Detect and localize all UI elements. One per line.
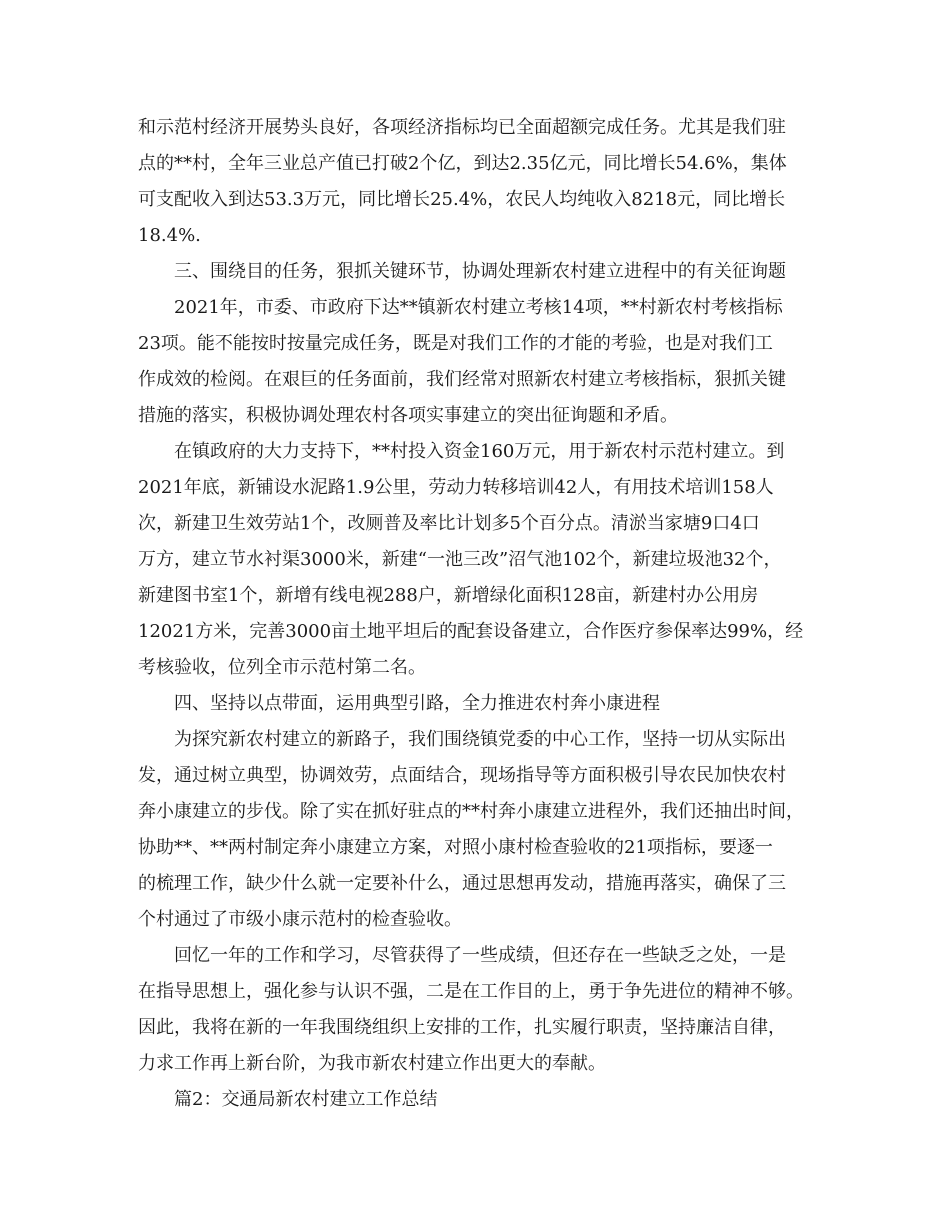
paragraph-line: 的梳理工作，缺少什么就一定要补什么，通过思想再发动，措施再落实，确保了三	[138, 873, 786, 894]
paragraph-line: 考核验收，位列全市示范村第二名。	[138, 657, 426, 678]
paragraph-line: 发，通过树立典型，协调效劳，点面结合，现场指导等方面积极引导农民加快农村	[138, 765, 786, 786]
paragraph-line: 个村通过了市级小康示范村的检查验收。	[138, 909, 462, 930]
paragraph-line: 力求工作再上新台阶，为我市新农村建立作出更大的奉献。	[138, 1053, 606, 1074]
paragraph-line: 因此，我将在新的一年我围绕组织上安排的工作，扎实履行职责，坚持廉洁自律，	[138, 1017, 786, 1038]
section-heading: 三、围绕目的任务，狠抓关键环节，协调处理新农村建立进程中的有关征询题	[174, 261, 786, 282]
paragraph-line: 协助**、**两村制定奔小康建立方案，对照小康村检查验收的21项指标，要逐一	[138, 837, 773, 858]
paragraph-line: 可支配收入到达53.3万元，同比增长25.4%，农民人均纯收入8218元，同比增长	[138, 189, 786, 210]
paragraph-line: 2021年，市委、市政府下达**镇新农村建立考核14项，**村新农村考核指标	[174, 297, 783, 318]
paragraph-line: 12021方米，完善3000亩土地平坦后的配套设备建立，合作医疗参保率达99%，经	[138, 621, 804, 642]
section-heading: 四、坚持以点带面，运用典型引路，全力推进农村奔小康进程	[174, 693, 660, 714]
paragraph-line: 新建图书室1个，新增有线电视288户，新增绿化面积128亩，新建村办公用房	[138, 585, 759, 606]
paragraph-line: 回忆一年的工作和学习，尽管获得了一些成绩，但还存在一些缺乏之处，一是	[174, 945, 786, 966]
article-title: 篇2：交通局新农村建立工作总结	[174, 1089, 438, 1110]
paragraph-line: 措施的落实，积极协调处理农村各项实事建立的突出征询题和矛盾。	[138, 405, 678, 426]
paragraph-line: 在指导思想上，强化参与认识不强，二是在工作目的上，勇于争先进位的精神不够。	[138, 981, 804, 1002]
paragraph-line: 奔小康建立的步伐。除了实在抓好驻点的**村奔小康建立进程外，我们还抽出时间，	[138, 801, 804, 822]
paragraph-line: 为探究新农村建立的新路子，我们围绕镇党委的中心工作，坚持一切从实际出	[174, 729, 786, 750]
paragraph-line: 作成效的检阅。在艰巨的任务面前，我们经常对照新农村建立考核指标，狠抓关键	[138, 369, 786, 390]
paragraph-line: 18.4%.	[138, 225, 201, 246]
paragraph-line: 和示范村经济开展势头良好，各项经济指标均已全面超额完成任务。尤其是我们驻	[138, 117, 786, 138]
paragraph-line: 点的**村，全年三业总产值已打破2个亿，到达2.35亿元，同比增长54.6%，集体	[138, 153, 787, 174]
paragraph-line: 23项。能不能按时按量完成任务，既是对我们工作的才能的考验，也是对我们工	[138, 333, 773, 354]
paragraph-line: 2021年底，新铺设水泥路1.9公里，劳动力转移培训42人，有用技术培训158人	[138, 477, 774, 498]
paragraph-line: 万方，建立节水衬渠3000米，新建“一池三改”沼气池102个，新建垃圾池32个，	[138, 549, 782, 570]
paragraph-line: 在镇政府的大力支持下，**村投入资金160万元，用于新农村示范村建立。到	[174, 441, 785, 462]
paragraph-line: 次，新建卫生效劳站1个，改厕普及率比计划多5个百分点。清淤当家塘9口4口	[138, 513, 760, 534]
